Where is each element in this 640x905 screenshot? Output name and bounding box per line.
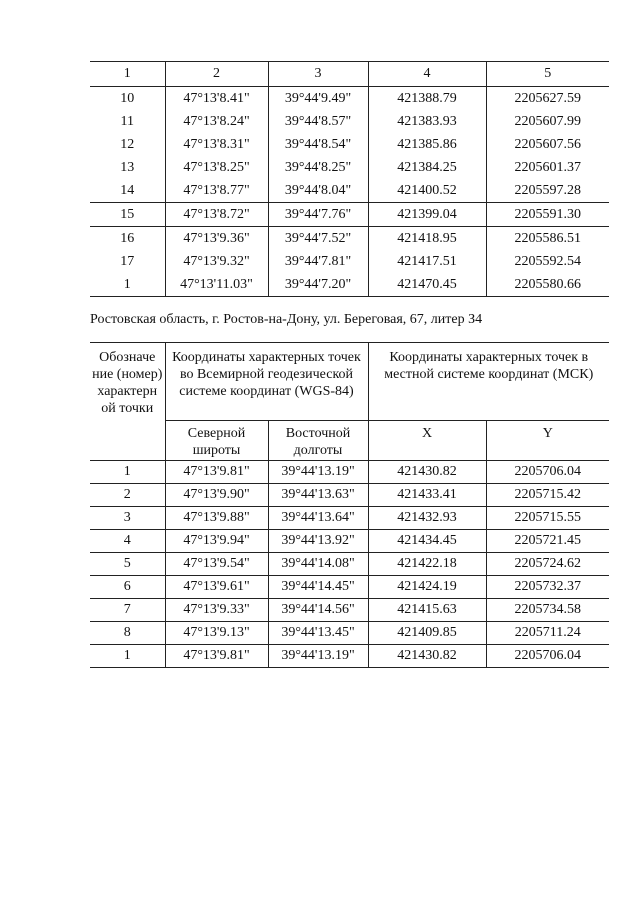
column-number-cell: 1 bbox=[90, 62, 165, 87]
latitude-cell: 47°13'8.31" bbox=[165, 133, 268, 156]
coord-x-cell: 421434.45 bbox=[368, 530, 486, 553]
longitude-cell: 39°44'8.57" bbox=[268, 110, 368, 133]
address-caption: Ростовская область, г. Ростов-на-Дону, ул. Береговая, 67, литер З4 bbox=[90, 312, 483, 327]
header-y: Y bbox=[486, 421, 609, 461]
point-number-cell: 14 bbox=[120, 182, 135, 198]
longitude-cell: 39°44'14.56" bbox=[268, 599, 368, 622]
coord-x-cell: 421385.86 bbox=[368, 133, 486, 156]
header-msk: Координаты характерных точек в местной системе координат (МСК) bbox=[368, 343, 609, 421]
latitude-cell: 47°13'9.54" bbox=[165, 553, 268, 576]
coord-y-cell: 2205724.62 bbox=[486, 553, 609, 576]
latitude-cell: 47°13'9.13" bbox=[165, 622, 268, 645]
coord-x-cell: 421417.51 bbox=[368, 250, 486, 273]
table-row bbox=[90, 250, 609, 273]
longitude-cell: 39°44'13.64" bbox=[268, 507, 368, 530]
longitude-cell: 39°44'13.92" bbox=[268, 530, 368, 553]
table-row bbox=[90, 156, 609, 179]
longitude-cell: 39°44'7.20" bbox=[268, 273, 368, 297]
latitude-cell: 47°13'8.77" bbox=[165, 179, 268, 203]
latitude-cell: 47°13'9.94" bbox=[165, 530, 268, 553]
coord-x-cell: 421424.19 bbox=[368, 576, 486, 599]
coord-x-cell: 421430.82 bbox=[368, 645, 486, 668]
header-wgs84: Координаты характерных точек во Всемирной геодезической системе координат (WGS-84) bbox=[165, 343, 368, 421]
coord-x-cell: 421400.52 bbox=[368, 179, 486, 203]
point-number-cell: 1 bbox=[90, 461, 165, 484]
point-number-cell: 4 bbox=[90, 530, 165, 553]
column-number-cell: 5 bbox=[486, 62, 609, 87]
table-row bbox=[90, 645, 609, 668]
table-row bbox=[90, 179, 609, 203]
latitude-cell: 47°13'11.03" bbox=[165, 273, 268, 297]
point-number-cell: 12 bbox=[120, 136, 135, 152]
longitude-cell: 39°44'13.19" bbox=[268, 461, 368, 484]
coord-y-cell: 2205607.99 bbox=[486, 110, 609, 133]
header-north-latitude: Северной широты bbox=[165, 421, 268, 461]
longitude-cell: 39°44'7.81" bbox=[268, 250, 368, 273]
longitude-cell: 39°44'7.52" bbox=[268, 227, 368, 251]
coord-x-cell: 421409.85 bbox=[368, 622, 486, 645]
point-number-cell: 8 bbox=[90, 622, 165, 645]
point-number-cell: 1 bbox=[90, 645, 165, 668]
table-row bbox=[90, 484, 609, 507]
table-row bbox=[90, 622, 609, 645]
latitude-cell: 47°13'9.88" bbox=[165, 507, 268, 530]
latitude-cell: 47°13'9.33" bbox=[165, 599, 268, 622]
header-east-longitude: Восточной долготы bbox=[268, 421, 368, 461]
table-row bbox=[90, 273, 609, 297]
coord-x-cell: 421470.45 bbox=[368, 273, 486, 297]
coord-y-cell: 2205721.45 bbox=[486, 530, 609, 553]
latitude-cell: 47°13'9.61" bbox=[165, 576, 268, 599]
point-number-cell: 13 bbox=[120, 159, 135, 175]
table-row bbox=[90, 576, 609, 599]
point-number-cell: 10 bbox=[120, 90, 135, 106]
point-number-cell: 15 bbox=[90, 203, 165, 227]
longitude-cell: 39°44'8.25" bbox=[268, 156, 368, 179]
coord-y-cell: 2205607.56 bbox=[486, 133, 609, 156]
coord-y-cell: 2205706.04 bbox=[486, 645, 609, 668]
coord-y-cell: 2205706.04 bbox=[486, 461, 609, 484]
latitude-cell: 47°13'8.72" bbox=[165, 203, 268, 227]
table-row bbox=[90, 203, 609, 227]
table-row bbox=[90, 530, 609, 553]
latitude-cell: 47°13'9.32" bbox=[165, 250, 268, 273]
point-number-cell: 6 bbox=[90, 576, 165, 599]
coord-y-cell: 2205627.59 bbox=[486, 87, 609, 111]
coord-y-cell: 2205601.37 bbox=[486, 156, 609, 179]
table-header-row bbox=[90, 62, 609, 87]
table-row bbox=[90, 227, 609, 251]
coord-y-cell: 2205715.42 bbox=[486, 484, 609, 507]
longitude-cell: 39°44'13.19" bbox=[268, 645, 368, 668]
longitude-cell: 39°44'9.49" bbox=[268, 87, 368, 111]
table-row bbox=[90, 553, 609, 576]
latitude-cell: 47°13'9.81" bbox=[165, 461, 268, 484]
coord-y-cell: 2205586.51 bbox=[486, 227, 609, 251]
longitude-cell: 39°44'14.08" bbox=[268, 553, 368, 576]
coord-y-cell: 2205732.37 bbox=[486, 576, 609, 599]
coordinates-table bbox=[90, 342, 609, 668]
point-number-cell: 11 bbox=[120, 113, 134, 129]
coordinates-table-continued bbox=[90, 61, 609, 297]
coord-y-cell: 2205591.30 bbox=[486, 203, 609, 227]
coord-x-cell: 421432.93 bbox=[368, 507, 486, 530]
point-number-cell: 5 bbox=[90, 553, 165, 576]
latitude-cell: 47°13'9.36" bbox=[165, 227, 268, 251]
table-row bbox=[90, 461, 609, 484]
latitude-cell: 47°13'9.81" bbox=[165, 645, 268, 668]
coord-y-cell: 2205597.28 bbox=[486, 179, 609, 203]
point-number-cell: 2 bbox=[90, 484, 165, 507]
longitude-cell: 39°44'13.45" bbox=[268, 622, 368, 645]
coord-y-cell: 2205711.24 bbox=[486, 622, 609, 645]
coord-x-cell: 421388.79 bbox=[368, 87, 486, 111]
coord-x-cell: 421384.25 bbox=[368, 156, 486, 179]
latitude-cell: 47°13'9.90" bbox=[165, 484, 268, 507]
longitude-cell: 39°44'8.04" bbox=[268, 179, 368, 203]
point-number-cell: 7 bbox=[90, 599, 165, 622]
coord-x-cell: 421430.82 bbox=[368, 461, 486, 484]
latitude-cell: 47°13'8.41" bbox=[165, 87, 268, 111]
column-number-cell: 4 bbox=[368, 62, 486, 87]
longitude-cell: 39°44'13.63" bbox=[268, 484, 368, 507]
point-number-cell: 16 bbox=[90, 227, 165, 251]
header-x: X bbox=[368, 421, 486, 461]
coord-x-cell: 421433.41 bbox=[368, 484, 486, 507]
latitude-cell: 47°13'8.24" bbox=[165, 110, 268, 133]
table-row bbox=[90, 599, 609, 622]
header-point-id: Обозначе ние (номер) характерн ой точки bbox=[90, 343, 165, 461]
coord-x-cell: 421415.63 bbox=[368, 599, 486, 622]
coord-y-cell: 2205580.66 bbox=[486, 273, 609, 297]
point-number-cell: 1 bbox=[123, 276, 131, 292]
coord-y-cell: 2205715.55 bbox=[486, 507, 609, 530]
coord-y-cell: 2205734.58 bbox=[486, 599, 609, 622]
latitude-cell: 47°13'8.25" bbox=[165, 156, 268, 179]
column-number-cell: 3 bbox=[268, 62, 368, 87]
table-row bbox=[90, 133, 609, 156]
coord-x-cell: 421422.18 bbox=[368, 553, 486, 576]
table-row bbox=[90, 87, 609, 111]
column-number-cell: 2 bbox=[165, 62, 268, 87]
longitude-cell: 39°44'14.45" bbox=[268, 576, 368, 599]
coord-x-cell: 421418.95 bbox=[368, 227, 486, 251]
longitude-cell: 39°44'8.54" bbox=[268, 133, 368, 156]
coord-x-cell: 421399.04 bbox=[368, 203, 486, 227]
longitude-cell: 39°44'7.76" bbox=[268, 203, 368, 227]
table-row bbox=[90, 110, 609, 133]
point-number-cell: 17 bbox=[120, 253, 135, 269]
coord-x-cell: 421383.93 bbox=[368, 110, 486, 133]
table-row bbox=[90, 507, 609, 530]
coord-y-cell: 2205592.54 bbox=[486, 250, 609, 273]
point-number-cell: 3 bbox=[90, 507, 165, 530]
